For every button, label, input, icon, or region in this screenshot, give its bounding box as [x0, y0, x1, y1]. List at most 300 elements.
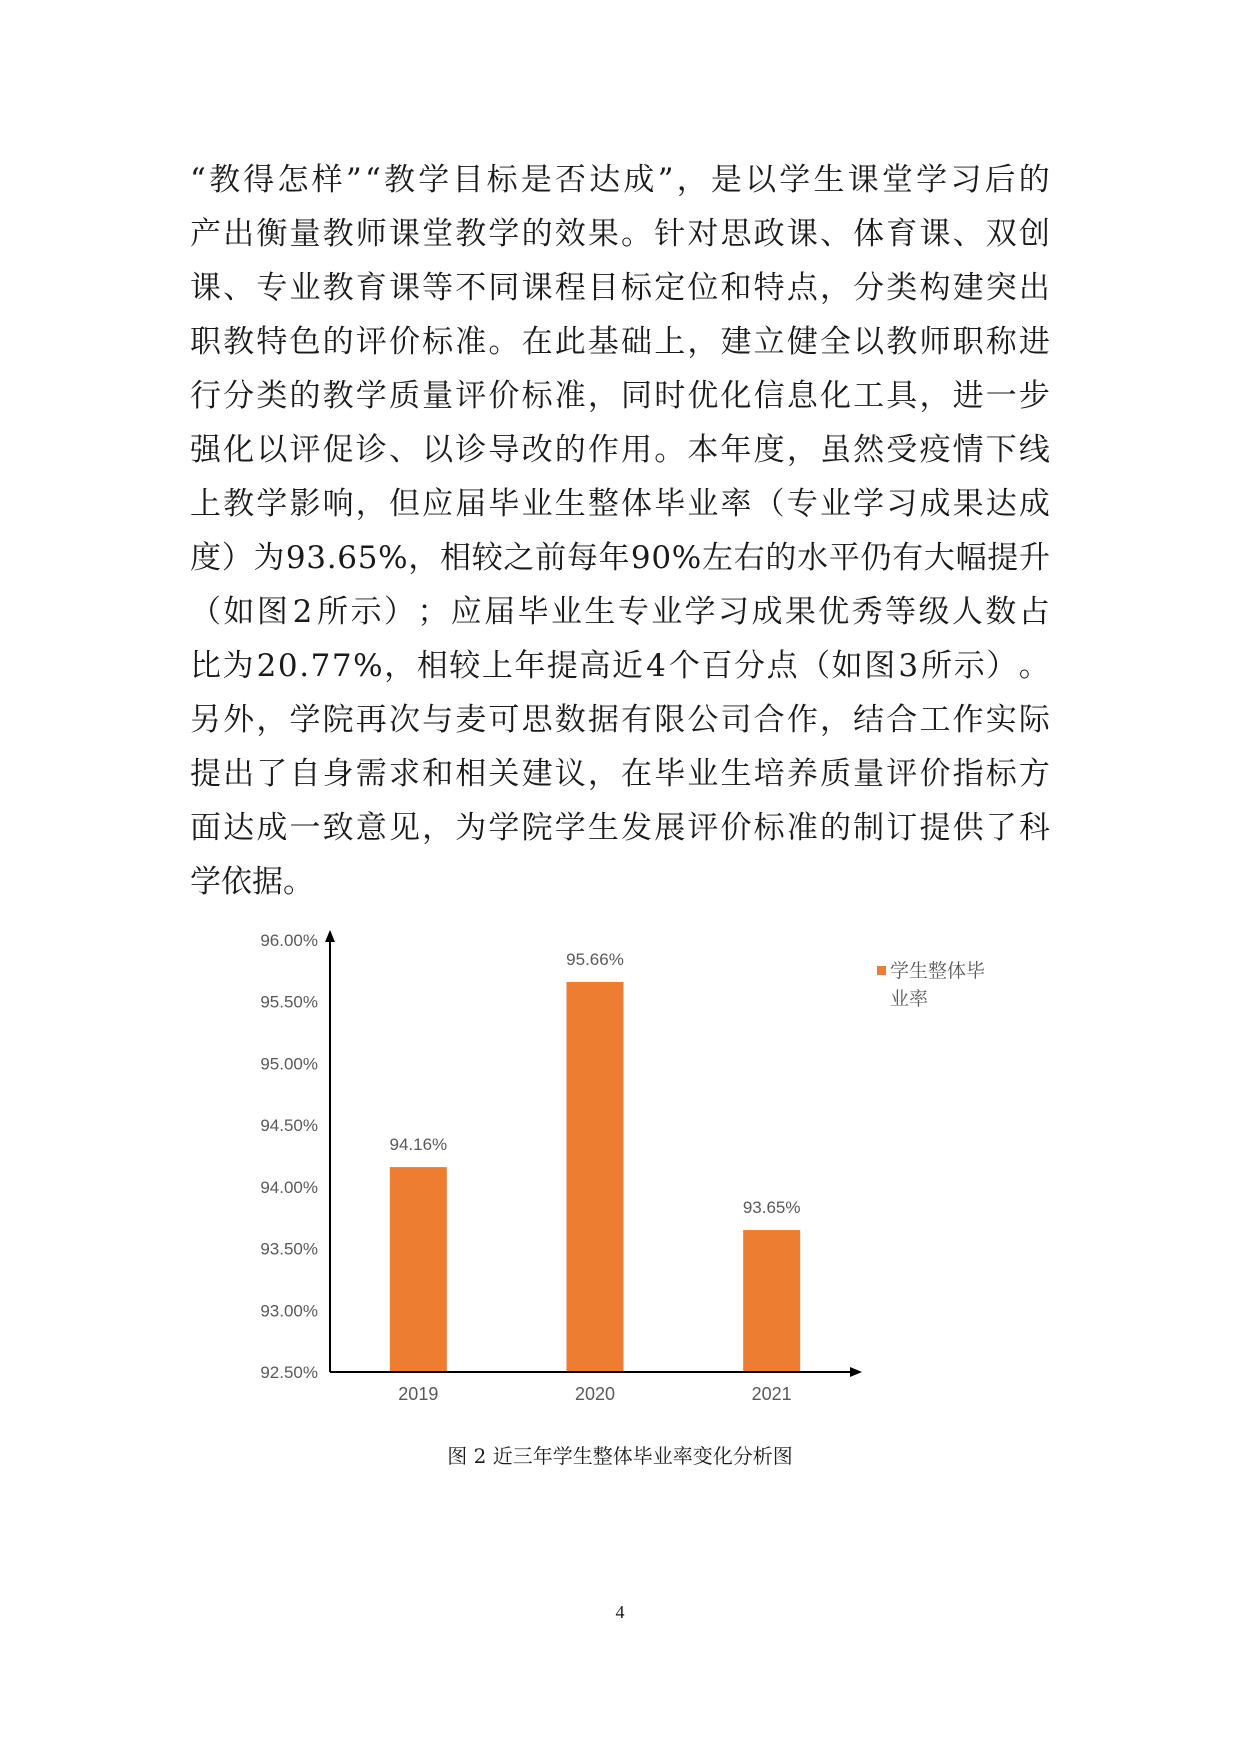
text-char: 际: [1018, 702, 1050, 738]
text-char: 价: [919, 756, 951, 792]
y-tick-label: 95.50%: [260, 992, 318, 1012]
text-char: 提: [190, 756, 221, 792]
text-char: 以: [422, 432, 454, 468]
text-char: 师: [355, 216, 387, 252]
text-char: 0: [651, 540, 672, 576]
text-char: 基: [587, 324, 619, 360]
text-char: 改: [521, 432, 553, 468]
text-char: 准: [455, 324, 487, 360]
text-char: ，: [408, 540, 440, 576]
text-char: 作: [952, 702, 984, 738]
text-char: 教: [209, 162, 241, 198]
text-char: 提: [919, 810, 951, 846]
text-char: 的: [1018, 162, 1050, 198]
text-char: 毕: [654, 756, 686, 792]
text-char: 专: [256, 270, 288, 306]
text-char: 达: [223, 810, 255, 846]
text-char: 诊: [455, 432, 487, 468]
text-char: 学: [256, 486, 288, 522]
text-char: 所: [317, 594, 349, 630]
text-char: 毕: [517, 594, 549, 630]
text-char: 工: [919, 702, 951, 738]
text-char: 意: [355, 810, 387, 846]
text-char: 工: [853, 378, 885, 414]
text-line: [190, 747, 1050, 801]
text-char: 教: [223, 324, 255, 360]
text-char: 高: [579, 648, 611, 684]
text-char: 一: [985, 378, 1017, 414]
text-char: 相: [440, 540, 471, 576]
text-char: 标: [422, 324, 454, 360]
text-char: 教: [322, 378, 354, 414]
bar: [743, 1230, 800, 1372]
text-char: 评: [687, 810, 719, 846]
text-char: 、: [223, 270, 255, 306]
text-char: 果: [784, 594, 816, 630]
text-char: 生: [813, 162, 845, 198]
data-label: 94.16%: [389, 1135, 448, 1155]
text-char: 左: [701, 540, 733, 576]
text-char: 作: [587, 432, 619, 468]
text-char: 应: [422, 486, 454, 522]
text-char: 百: [701, 648, 733, 684]
text-char: 3: [898, 648, 919, 684]
text-char: 础: [621, 324, 653, 360]
text-char: 师: [919, 324, 951, 360]
text-char: 2: [256, 648, 277, 684]
text-char: 全: [819, 324, 851, 360]
text-char: 为: [222, 648, 254, 684]
text-char: 标: [521, 378, 553, 414]
text-char: 评: [355, 324, 387, 360]
text-char: 课: [919, 216, 951, 252]
text-char: 业: [521, 486, 553, 522]
text-char: 目: [452, 162, 484, 198]
text-char: 育: [886, 216, 918, 252]
text-char: ）: [221, 540, 253, 576]
text-char: 的: [765, 540, 797, 576]
text-char: 科: [1018, 810, 1050, 846]
text-char: 在: [621, 756, 653, 792]
text-char: 7: [310, 648, 331, 684]
text-char: 业: [551, 594, 583, 630]
text-char: 否: [555, 162, 587, 198]
text-char: 量: [289, 216, 321, 252]
x-tick-label: 2021: [751, 1384, 792, 1404]
text-char: 学: [289, 702, 321, 738]
text-char: 度: [753, 432, 785, 468]
text-char: 堂: [881, 162, 913, 198]
text-char: 如: [223, 594, 255, 630]
text-char: 。: [654, 432, 686, 468]
text-char: 右: [733, 540, 765, 576]
text-char: 另: [190, 702, 221, 738]
text-char: 达: [985, 486, 1017, 522]
text-char: 果: [952, 486, 984, 522]
text-char: 与: [422, 702, 454, 738]
text-char: 评: [455, 378, 487, 414]
text-char: 5: [357, 540, 378, 576]
text-line: [190, 423, 1050, 477]
text-char: 供: [952, 810, 984, 846]
text-char: 准: [554, 378, 586, 414]
text-char: 息: [786, 378, 818, 414]
text-char: 业: [687, 756, 719, 792]
text-char: 以: [853, 324, 885, 360]
text-char: 级: [918, 594, 950, 630]
text-char: 较: [449, 648, 481, 684]
text-char: 响: [322, 486, 354, 522]
text-char: 思: [521, 702, 553, 738]
text-char: 届: [455, 486, 487, 522]
text-char: 位: [687, 270, 719, 306]
text-char: 成: [256, 810, 288, 846]
text-char: 质: [388, 378, 420, 414]
text-char: 提: [987, 540, 1019, 576]
text-char: 的: [819, 810, 851, 846]
text-char: 上: [654, 324, 686, 360]
text-char: 年: [598, 540, 630, 576]
text-char: 方: [1018, 756, 1050, 792]
text-char: 学: [779, 162, 811, 198]
text-char: 目: [587, 270, 619, 306]
text-char: ，: [587, 756, 619, 792]
page-number: 4: [615, 1602, 625, 1622]
text-char: 求: [388, 756, 420, 792]
text-char: 有: [621, 702, 653, 738]
text-char: 色: [289, 324, 321, 360]
bar: [567, 982, 624, 1372]
legend-swatch: [877, 966, 886, 975]
text-char: 分: [734, 648, 766, 684]
text-char: 和: [422, 756, 454, 792]
data-label: 93.65%: [742, 1198, 801, 1218]
text-char: 时: [654, 378, 686, 414]
text-char: 制: [853, 810, 885, 846]
text-char: 导: [488, 432, 520, 468]
text-char: 课: [847, 162, 879, 198]
text-char: 麦: [455, 702, 487, 738]
text-char: 育: [355, 270, 387, 306]
text-char: 专: [786, 486, 818, 522]
text-char: ，: [819, 270, 851, 306]
text-char: 整: [587, 486, 619, 522]
text-char: 是: [710, 162, 742, 198]
text-char: 是: [520, 162, 552, 198]
text-char: 疫: [919, 432, 951, 468]
text-char: 自: [289, 756, 321, 792]
text-char: 建: [521, 756, 553, 792]
text-char: 后: [984, 162, 1016, 198]
text-char: .: [326, 540, 337, 576]
text-char: 诊: [355, 432, 387, 468]
text-char: 院: [322, 702, 354, 738]
text-line: [190, 207, 1050, 261]
text-char: 标: [753, 810, 785, 846]
text-char: 立: [753, 324, 785, 360]
text-char: .: [299, 648, 310, 684]
text-char: 程: [554, 270, 586, 306]
y-tick-label: 92.50%: [260, 1363, 318, 1382]
text-char: 。: [488, 324, 520, 360]
x-tick-label: 2020: [574, 1384, 616, 1404]
text-char: 业: [819, 486, 851, 522]
text-char: 的: [289, 378, 321, 414]
text-char: 7: [331, 648, 352, 684]
x-tick-label: 2019: [398, 1384, 439, 1404]
text-char: 成: [1018, 486, 1050, 522]
text-char: ”: [657, 162, 674, 198]
text-char: 作: [786, 702, 818, 738]
text-char: 0: [277, 648, 298, 684]
text-line: [190, 153, 1050, 207]
text-char: 成: [623, 162, 655, 198]
text-char: 结: [853, 702, 885, 738]
y-axis-arrow: [325, 930, 335, 942]
text-char: 思: [720, 216, 752, 252]
text-char: 以: [256, 432, 288, 468]
text-char: 个: [668, 648, 700, 684]
text-char: 出: [223, 756, 255, 792]
text-char: 幅: [955, 540, 987, 576]
text-char: 出: [223, 216, 255, 252]
text-char: 比: [190, 648, 221, 684]
text-char: 的: [554, 432, 586, 468]
text-char: （: [753, 486, 785, 522]
text-char: 等: [422, 270, 454, 306]
text-char: 进: [952, 378, 984, 414]
text-char: 定: [654, 270, 686, 306]
text-char: 图: [256, 594, 288, 630]
text-char: 、: [388, 432, 420, 468]
text-char: 年: [720, 432, 752, 468]
text-char: 出: [1018, 270, 1050, 306]
text-char: 为: [455, 810, 487, 846]
text-char: 。: [621, 216, 653, 252]
text-char: 应: [450, 594, 482, 630]
text-char: （: [799, 648, 831, 684]
text-char: 价: [488, 378, 520, 414]
text-char: 评: [886, 756, 918, 792]
text-char: 得: [243, 162, 275, 198]
text-char: ，: [687, 324, 719, 360]
text-char: 教: [455, 216, 487, 252]
text-char: 促: [322, 432, 354, 468]
text-line: [190, 801, 1050, 855]
text-line: [190, 693, 1050, 747]
y-tick-label: 94.00%: [260, 1177, 318, 1197]
text-char: 信: [753, 378, 785, 414]
text-char: %: [378, 540, 408, 576]
text-char: 同: [621, 378, 653, 414]
text-char: 堂: [422, 216, 454, 252]
text-char: 养: [786, 756, 818, 792]
text-char: 教: [384, 162, 415, 198]
text-char: 类: [256, 378, 288, 414]
text-char: 示: [350, 594, 382, 630]
text-char: 提: [546, 648, 578, 684]
text-char: 准: [786, 810, 818, 846]
text-char: 为: [253, 540, 285, 576]
text-char: 实: [985, 702, 1017, 738]
text-char: 双: [985, 216, 1017, 252]
text-char: 学: [488, 216, 520, 252]
text-char: ，: [676, 162, 708, 198]
text-char: 具: [886, 378, 918, 414]
text-char: 课: [388, 270, 420, 306]
text-char: 影: [289, 486, 321, 522]
text-char: ，: [422, 810, 454, 846]
text-char: 习: [886, 486, 918, 522]
text-char: 致: [322, 810, 354, 846]
text-char: 需: [355, 756, 387, 792]
text-char: 习: [718, 594, 750, 630]
text-char: 的: [322, 324, 354, 360]
y-tick-label: 93.00%: [260, 1301, 318, 1321]
text-char: 不: [455, 270, 487, 306]
text-line: [190, 261, 1050, 315]
text-char: 生: [587, 810, 619, 846]
text-char: 评: [289, 432, 321, 468]
text-char: “: [190, 162, 206, 198]
text-char: 产: [190, 216, 221, 252]
text-line: [190, 585, 1050, 639]
text-char: 成: [751, 594, 783, 630]
text-char: 图: [864, 648, 896, 684]
text-char: 学: [684, 594, 716, 630]
text-char: 突: [985, 270, 1017, 306]
text-char: %: [671, 540, 702, 576]
y-tick-label: 94.50%: [260, 1116, 318, 1136]
legend-label: 业率: [890, 988, 929, 1010]
text-char: 针: [654, 216, 686, 252]
text-char: 优: [687, 378, 719, 414]
text-char: 了: [256, 756, 288, 792]
text-char: 再: [355, 702, 387, 738]
text-char: 标: [486, 162, 518, 198]
text-char: ，: [819, 702, 851, 738]
text-char: 等: [885, 594, 917, 630]
text-char: 、: [952, 216, 984, 252]
text-char: 。: [1018, 648, 1050, 684]
text-char: 毕: [654, 486, 686, 522]
text-char: 6: [337, 540, 357, 576]
data-label: 95.66%: [566, 949, 624, 969]
text-char: 强: [190, 432, 221, 468]
text-char: 占: [1018, 594, 1050, 630]
text-char: ，: [384, 648, 416, 684]
text-char: 衡: [256, 216, 288, 252]
text-char: 生: [554, 486, 586, 522]
text-char: 4: [646, 648, 666, 684]
figure-caption: 图 2 近三年学生整体毕业率变化分析图: [447, 1444, 793, 1468]
text-char: 习: [950, 162, 982, 198]
text-char: 毕: [488, 486, 520, 522]
text-char: 价: [388, 324, 420, 360]
text-char: 量: [422, 378, 454, 414]
text-char: 合: [753, 702, 785, 738]
text-char: 标: [985, 756, 1017, 792]
text-char: 教: [886, 324, 918, 360]
text-char: 教: [322, 270, 354, 306]
legend-label: 学生整体毕: [890, 960, 986, 982]
text-char: %: [353, 648, 383, 684]
text-char: 所: [921, 648, 953, 684]
text-char: 数: [985, 594, 1017, 630]
text-char: 建: [720, 324, 752, 360]
text-char: 大: [923, 540, 955, 576]
text-line: [190, 639, 1050, 693]
text-char: 平: [828, 540, 860, 576]
text-char: 特: [256, 324, 288, 360]
text-char: 达: [589, 162, 621, 198]
text-char: 关: [488, 756, 520, 792]
text-char: 相: [455, 756, 487, 792]
text-char: 学: [853, 486, 885, 522]
text-char: 如: [831, 648, 863, 684]
text-char: 价: [720, 810, 752, 846]
text-char: 情: [952, 432, 984, 468]
y-tick-label: 96.00%: [260, 931, 318, 950]
text-char: 点: [766, 648, 798, 684]
text-char: “: [364, 162, 381, 198]
text-char: 学: [355, 378, 387, 414]
text-char: 生: [584, 594, 616, 630]
text-char: 在: [521, 324, 553, 360]
text-char: 分: [223, 378, 255, 414]
text-char: 类: [886, 270, 918, 306]
text-char: 质: [819, 756, 851, 792]
text-char: 样: [311, 162, 343, 198]
text-char: 课: [190, 270, 221, 306]
text-char: 学: [916, 162, 948, 198]
text-char: 届: [484, 594, 516, 630]
text-char: 用: [621, 432, 653, 468]
text-char: 合: [886, 702, 918, 738]
text-char: 进: [1018, 324, 1050, 360]
text-char: 展: [654, 810, 686, 846]
text-char: 但: [388, 486, 420, 522]
text-char: 较: [471, 540, 503, 576]
text-char: 学: [418, 162, 450, 198]
text-char: 9: [285, 540, 306, 576]
text-char: 行: [190, 378, 221, 414]
text-char: 有: [892, 540, 924, 576]
text-char: 点: [786, 270, 818, 306]
text-char: 水: [797, 540, 829, 576]
text-char: 培: [753, 756, 785, 792]
text-char: 的: [521, 216, 553, 252]
text-char: 优: [818, 594, 850, 630]
text-char: 和: [720, 270, 752, 306]
text-char: 量: [853, 756, 885, 792]
text-char: 成: [919, 486, 951, 522]
text-char: 、: [819, 216, 851, 252]
text-char: 发: [621, 810, 653, 846]
text-char: 人: [951, 594, 983, 630]
text-char: 果: [587, 216, 619, 252]
text-char: （: [190, 594, 221, 630]
text-char: 上: [190, 486, 221, 522]
text-char: 健: [786, 324, 818, 360]
text-char: 每: [566, 540, 598, 576]
text-char: 订: [886, 810, 918, 846]
text-char: 面: [190, 810, 221, 846]
text-char: 学: [554, 810, 586, 846]
text-char: 可: [488, 702, 520, 738]
x-axis-arrow: [850, 1367, 862, 1377]
text-char: 然: [853, 432, 885, 468]
